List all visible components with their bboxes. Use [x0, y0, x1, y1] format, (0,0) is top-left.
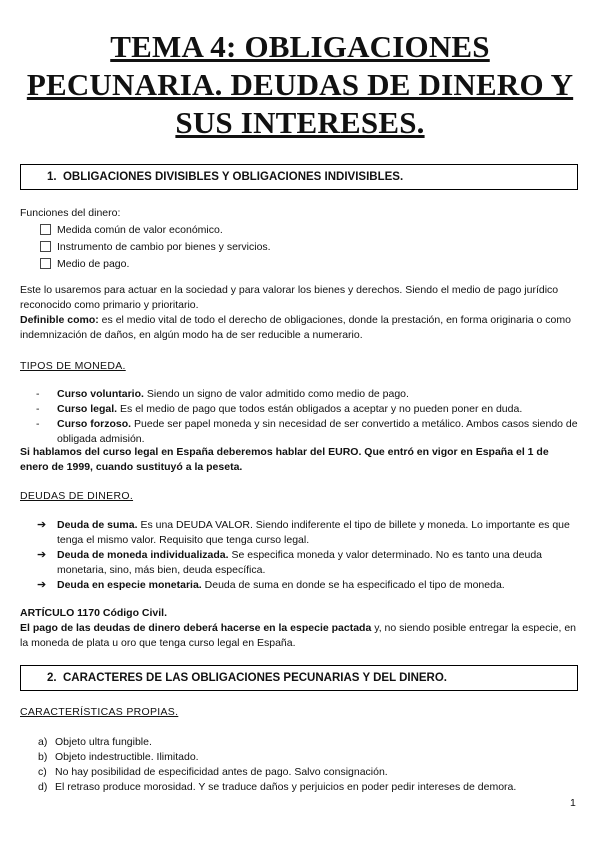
caracteristicas-list — [38, 735, 516, 795]
list-item: Medio de pago. — [40, 255, 271, 272]
list-item: - Curso forzoso. Puede ser papel moneda y sin necesidad de ser convertido a metálico. Ambos casos siendo de obligada admisión. — [36, 418, 578, 445]
list-item: ➔ Deuda en especie monetaria. Deuda de suma en donde se ha especificado el tipo de moneda. — [37, 579, 505, 591]
arrow-icon: ➔ — [37, 519, 47, 531]
section-1-title: OBLIGACIONES DIVISIBLES Y OBLIGACIONES INDIVISIBLES. — [62, 171, 404, 183]
checkbox-icon — [40, 241, 51, 252]
articulo-text: El pago de las deudas de dinero deberá hacerse en la especie pactada y, no siendo posible entregar la especie, en la moneda de plata u oro que tenga curso legal en España. — [20, 622, 577, 649]
dash-marker: - — [36, 418, 40, 430]
checkbox-icon — [40, 258, 51, 269]
euro-note: Si hablamos del curso legal en España deberemos hablar del EURO. Que entró en vigor en España el 1 de enero de 1999, cuando sustituyó a la peseta. — [20, 446, 549, 473]
list-item: - Curso voluntario. Siendo un signo de valor admitido como medio de pago. — [36, 388, 409, 400]
list-item: d) El retraso produce morosidad. Y se traduce daños y perjuicios en poder pedir intereses de demora. — [38, 781, 517, 793]
articulo-title: ARTÍCULO 1170 Código Civil. — [20, 607, 168, 619]
deudas-heading: DEUDAS DE DINERO. — [20, 490, 134, 502]
list-item: c) No hay posibilidad de especificidad antes de pago. Salvo consignación. — [38, 766, 388, 778]
tipos-heading: TIPOS DE MONEDA. — [20, 360, 126, 372]
list-item: - Curso legal. Es el medio de pago que todos están obligados a aceptar y no pueden poner en duda. — [36, 403, 523, 415]
list-item: ➔ Deuda de suma. Es una DEUDA VALOR. Siendo indiferente el tipo de billete y moneda. Lo importante es que tenga el mismo valor. Requisito que tenga curso legal. — [37, 519, 570, 546]
dash-marker: - — [36, 388, 40, 400]
caracteristicas-heading: CARACTERÍSTICAS PROPIAS. — [20, 706, 179, 718]
list-item: a) Objeto ultra fungible. — [38, 736, 152, 748]
definition-term: Definible como: — [20, 314, 99, 326]
dash-marker: - — [36, 403, 40, 415]
page-number: 1 — [570, 797, 576, 809]
section-2-title: CARACTERES DE LAS OBLIGACIONES PECUNARIAS Y DEL DINERO. — [62, 672, 448, 684]
list-item: b) Objeto indestructible. Ilimitado. — [38, 751, 199, 763]
arrow-icon: ➔ — [37, 549, 47, 561]
section-1-number: 1. — [47, 171, 57, 183]
checkbox-icon — [40, 224, 51, 235]
definition-paragraph: Definible como: es el medio vital de todo el derecho de obligaciones, donde la prestación, en forma originaria o como indemnización de daños, en algún modo ha de ser reducible a numerario. — [20, 314, 571, 341]
arrow-icon: ➔ — [37, 579, 47, 591]
section-2-number: 2. — [47, 672, 57, 684]
list-item: Instrumento de cambio por bienes y servicios. — [40, 238, 271, 255]
list-item: Medida común de valor económico. — [40, 221, 271, 238]
page-title: TEMA 4: OBLIGACIONES PECUNARIA. DEUDAS DE DINERO Y SUS INTERESES. — [26, 29, 574, 140]
intro-paragraph: Este lo usaremos para actuar en la sociedad y para valorar los bienes y derechos. Siendo el medio de pago jurídico reconocido como primario y prioritario. — [20, 284, 559, 311]
list-item: ➔ Deuda de moneda individualizada. Se especifica moneda y valor determinado. No es tanto una deuda monetaria, sino, más bien, deuda específica. — [37, 549, 542, 576]
funciones-label: Funciones del dinero: — [20, 207, 121, 219]
funciones-list — [40, 221, 271, 272]
section-1-heading — [20, 164, 578, 190]
section-2-heading — [20, 665, 578, 691]
